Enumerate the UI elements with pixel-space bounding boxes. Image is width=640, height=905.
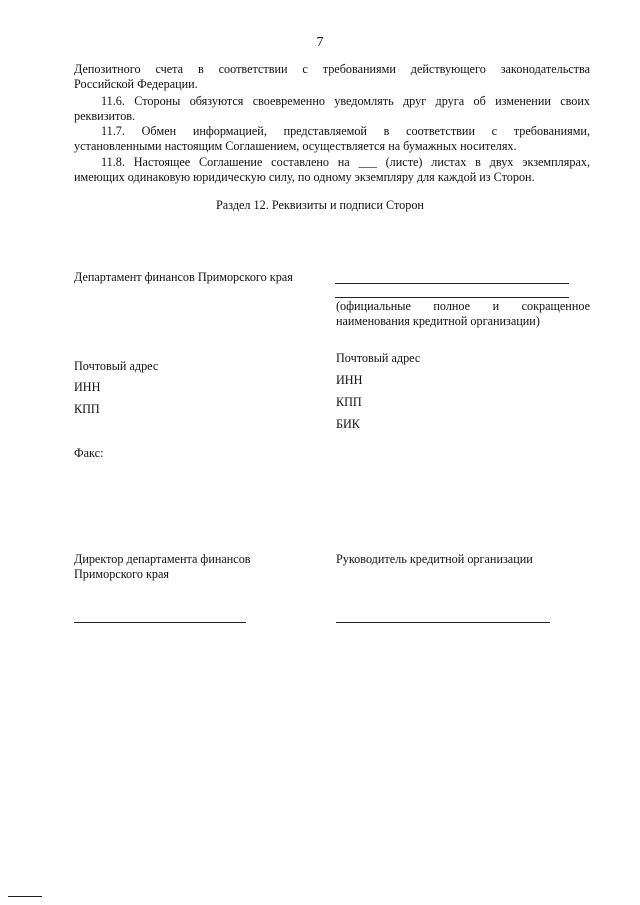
paragraph-11-7-line-2: установленными настоящим Соглашением, осуществляется на бумажных носителях. [74, 139, 517, 153]
paragraph-1-line-2: Российской Федерации. [74, 77, 198, 91]
paragraph-11-8-line-2: имеющих одинаковую юридическую силу, по одному экземпляру для каждой из Сторон. [74, 170, 535, 184]
right-kpp-label: КПП [336, 395, 362, 409]
paragraph-11-6-line-2: реквизитов. [74, 109, 136, 123]
paragraph-11-6-line-1: 11.6. Стороны обязуются своевременно уведомлять друг друга об изменении своих [101, 94, 590, 108]
paragraph-11-8-line-1: 11.8. Настоящее Соглашение составлено на ___ (листе) листах в двух экземплярах, [101, 155, 590, 169]
right-signatory: Руководитель кредитной организации [336, 552, 533, 566]
section-title: Раздел 12. Реквизиты и подписи Сторон [216, 198, 424, 212]
right-bik-label: БИК [336, 417, 360, 431]
left-signatory-line-1: Директор департамента финансов [74, 552, 251, 566]
left-party-name: Департамент финансов Приморского края [74, 270, 293, 284]
right-caption-line-1: (официальные полное и сокращенное [336, 299, 590, 313]
corner-mark [8, 896, 42, 897]
right-signature-line [336, 622, 550, 623]
paragraph-1-line-1: Депозитного счета в соответствии с требованиями действующего законодательства [74, 62, 590, 76]
left-fax-label: Факс: [74, 446, 104, 460]
right-inn-label: ИНН [336, 373, 363, 387]
left-inn-label: ИНН [74, 380, 101, 394]
right-name-line-1 [335, 283, 569, 284]
left-kpp-label: КПП [74, 402, 100, 416]
paragraph-11-7-line-1: 11.7. Обмен информацией, представляемой в соответствии с требованиями, [101, 124, 590, 138]
page-number: 7 [316, 35, 324, 50]
left-postal-address-label: Почтовый адрес [74, 359, 159, 373]
left-signature-line [74, 622, 246, 623]
right-postal-address-label: Почтовый адрес [336, 351, 421, 365]
right-caption-line-2: наименования кредитной организации) [336, 314, 540, 328]
left-signatory-line-2: Приморского края [74, 567, 169, 581]
right-name-line-2 [335, 297, 569, 298]
